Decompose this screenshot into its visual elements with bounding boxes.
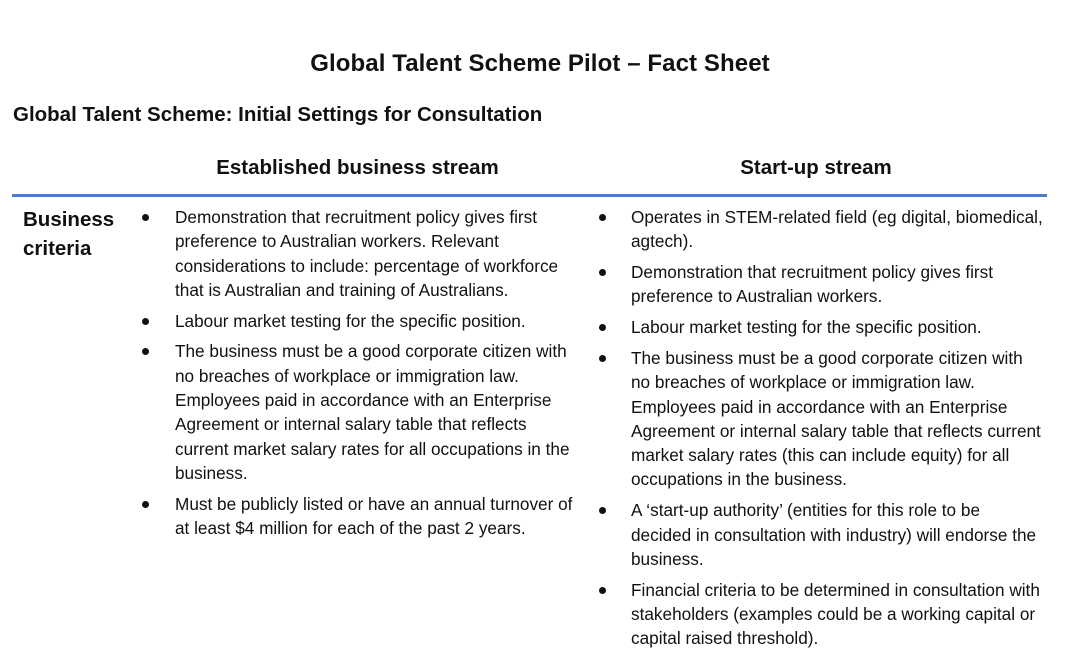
- list-item-text: The business must be a good corporate citizen with no breaches of workplace or immigration law. Employees paid in accordance with an Enterprise Agreement or internal salary table that reflects current market salary rates for all occupations in the business.: [175, 341, 570, 483]
- bullet-icon: [142, 318, 149, 325]
- established-criteria-list: [140, 205, 580, 547]
- list-item: [140, 492, 580, 541]
- list-item: [596, 260, 1044, 309]
- column-header-startup: Start-up stream: [740, 156, 892, 179]
- list-item: [596, 346, 1044, 492]
- list-item: [596, 498, 1044, 571]
- list-item-text: Financial criteria to be determined in consultation with stakeholders (examples could be a working capital or capital raised threshold).: [631, 579, 1040, 649]
- row-label-business-criteria: Business criteria: [23, 208, 115, 260]
- bullet-icon: [142, 214, 149, 221]
- bullet-icon: [142, 348, 149, 355]
- list-item-text: Must be publicly listed or have an annual turnover of at least $4 million for each of the past 2 years.: [175, 493, 573, 539]
- list-item-text: Labour market testing for the specific position.: [175, 310, 526, 331]
- document-title: Global Talent Scheme Pilot – Fact Sheet: [310, 50, 770, 77]
- bullet-icon: [599, 355, 606, 362]
- list-item: [140, 309, 580, 333]
- list-item-text: Demonstration that recruitment policy gives first preference to Australian workers.: [631, 262, 994, 307]
- list-item: [596, 578, 1044, 651]
- column-header-established: Established business stream: [216, 156, 499, 179]
- bullet-icon: [599, 587, 606, 594]
- header-divider: [12, 194, 1047, 197]
- list-item: [596, 315, 1044, 339]
- list-item-text: The business must be a good corporate citizen with no breaches of workplace or immigration law. Employees paid in accordance with an Enterprise Agreement or internal salary table that reflects current market salary rates (this can include equity) for all occupations in the business.: [631, 347, 1041, 490]
- document-subtitle: Global Talent Scheme: Initial Settings for Consultation: [13, 103, 543, 126]
- bullet-icon: [599, 269, 606, 276]
- bullet-icon: [599, 214, 606, 221]
- startup-criteria-list: [596, 205, 1044, 657]
- bullet-icon: [599, 324, 606, 331]
- bullet-icon: [599, 507, 606, 514]
- list-item-text: Labour market testing for the specific position.: [631, 317, 982, 338]
- list-item: [596, 205, 1044, 254]
- list-item: [140, 205, 580, 302]
- list-item-text: A ‘start-up authority’ (entities for this role to be decided in consultation with industry) will endorse the business.: [631, 500, 1037, 569]
- bullet-icon: [142, 501, 149, 508]
- list-item-text: Operates in STEM-related field (eg digital, biomedical, agtech).: [631, 207, 1043, 252]
- list-item-text: Demonstration that recruitment policy gives first preference to Australian workers. Relevant considerations to include: percentage of workforce that is Australian and training of Australians.: [175, 207, 559, 300]
- list-item: [140, 339, 580, 485]
